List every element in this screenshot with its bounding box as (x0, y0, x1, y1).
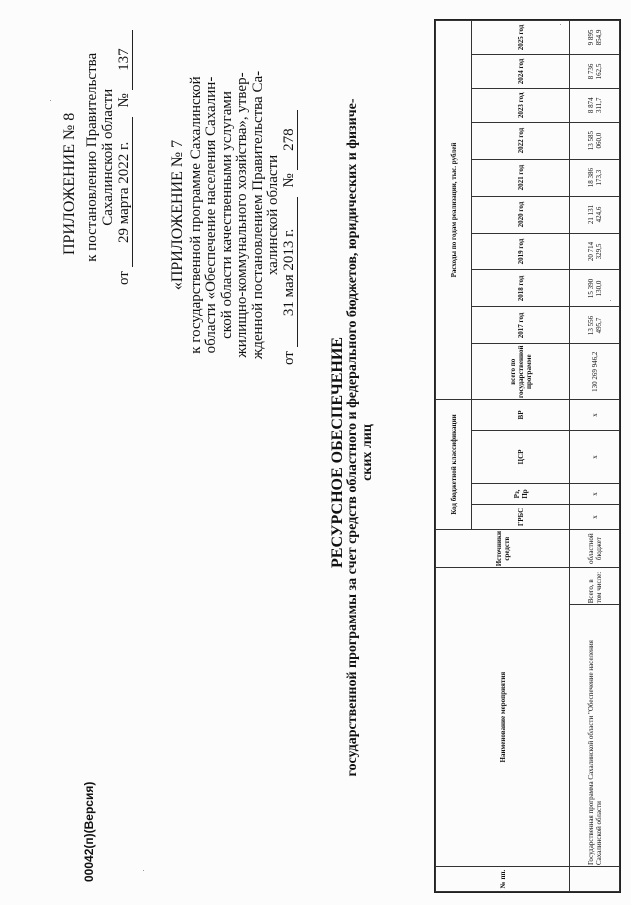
heading-title: РЕСУРСНОЕ ОБЕСПЕЧЕНИЕ (329, 337, 346, 568)
appendix-7-line: к государственной программе Сахалинской (187, 76, 204, 354)
appendix-7-from: от (280, 351, 297, 365)
col-total-header: всего по государственной программе (472, 344, 570, 400)
footer-code: 00042(п)(Версия) (82, 781, 96, 882)
scan-speck (143, 870, 144, 871)
appendix-7-block (170, 65, 298, 365)
appendix-7-no-label: № (280, 173, 297, 188)
col-no-header: № пп. (436, 867, 570, 892)
appendix-8-date: 29 марта 2022 г. (116, 117, 133, 267)
cell-src: областной бюджет (570, 529, 620, 567)
cell-value: 8 736 162,5 (570, 55, 620, 89)
col-year-header: 2023 год (472, 88, 570, 122)
cell-name: Государственная программа Сахалинской области "Обеспечение населения Сахалинской области (570, 605, 620, 867)
cell-value: 8 874 311,7 (570, 88, 620, 122)
appendix-8-block (62, 30, 133, 285)
col-csr-header: ЦСР (472, 430, 570, 483)
cell-value: 21 131 424,6 (570, 196, 620, 233)
cell-value: 15 390 130,0 (570, 270, 620, 307)
cell-vr: х (570, 399, 620, 430)
cell-sub: Всего, в том числе: (570, 568, 620, 605)
col-year-header: 2025 год (472, 21, 570, 55)
resource-table (434, 19, 621, 893)
footer-wrap (82, 712, 102, 882)
appendix-8-from: от (116, 271, 132, 285)
appendix-8-line2: Сахалинской области (100, 88, 116, 226)
appendix-7-line: ской области качественными услугами (218, 91, 235, 339)
appendix-7-date: 31 мая 2013 г. (282, 197, 299, 347)
heading-line3: ских лиц (360, 424, 375, 481)
document-heading (330, 0, 375, 905)
col-src-header: Источники средств (436, 529, 570, 567)
appendix-7-line: жденной постановлением Правительства Са- (249, 70, 266, 360)
scan-speck (50, 100, 51, 101)
col-rz-header: Рз, Пр (472, 483, 570, 504)
cell-value: 13 585 060,0 (570, 122, 620, 159)
col-year-header: 2019 год (472, 233, 570, 270)
appendix-8-no-label: № (116, 93, 132, 108)
appendix-8-line1: к постановлению Правительства (84, 52, 100, 262)
col-year-header: 2024 год (472, 55, 570, 89)
col-year-header: 2022 год (472, 122, 570, 159)
appendix-7-title: «ПРИЛОЖЕНИЕ № 7 (169, 139, 186, 291)
cell-total: 130 269 946,2 (570, 344, 620, 400)
table-row (570, 21, 620, 892)
scan-speck (560, 24, 561, 25)
cell-value: 13 556 495,7 (570, 307, 620, 344)
col-year-header: 2017 год (472, 307, 570, 344)
cell-rz: х (570, 483, 620, 504)
appendix-8-title: ПРИЛОЖЕНИЕ № 8 (61, 112, 78, 255)
appendix-8-number: 137 (116, 30, 133, 90)
col-year-header: 2018 год (472, 270, 570, 307)
col-year-header: 2021 год (472, 159, 570, 196)
col-vr-header: ВР (472, 399, 570, 430)
appendix-7-number: 278 (282, 110, 299, 170)
appendix-7-line: области «Обеспечение населения Сахалин- (203, 76, 219, 354)
cell-no (570, 867, 620, 892)
col-year-header: 2020 год (472, 196, 570, 233)
cell-value: 9 895 854,9 (570, 21, 620, 55)
appendix-7-line: халинской области (265, 154, 281, 276)
cell-value: 20 714 329,5 (570, 233, 620, 270)
cell-csr: х (570, 430, 620, 483)
col-exp-header: Расходы по годам реализации, тыс. рублей (436, 21, 472, 400)
appendix-7-line: жилищно-коммунального хозяйства», утвер- (234, 72, 250, 358)
heading-line2: государственной программы за счет средств областного и федерального бюджетов, юридических и физиче- (345, 98, 360, 777)
scan-speck (610, 300, 611, 301)
col-name-header: Наименование мероприятия (436, 568, 570, 867)
cell-value: 18 386 173,3 (570, 159, 620, 196)
appendix-8-date-line (116, 30, 133, 285)
appendix-7-date-line (282, 65, 299, 365)
col-code-header: Код бюджетной классификации (436, 399, 472, 529)
cell-grbs: х (570, 504, 620, 529)
col-grbs-header: ГРБС (472, 504, 570, 529)
